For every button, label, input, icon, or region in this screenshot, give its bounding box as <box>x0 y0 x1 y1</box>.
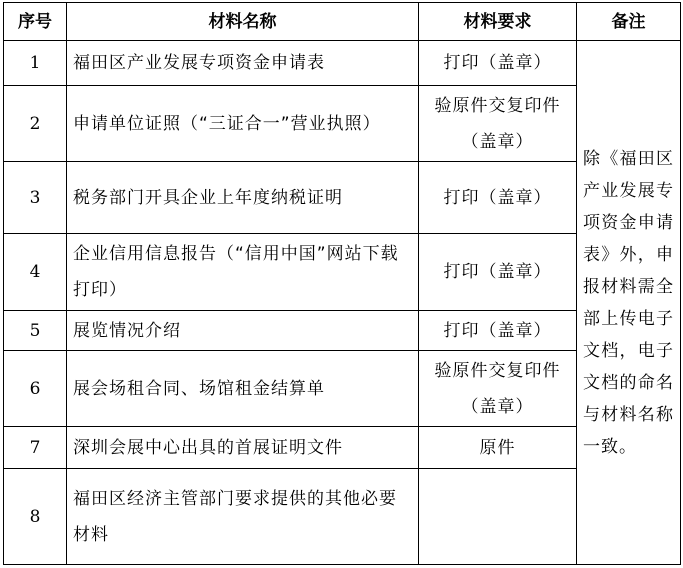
header-no: 序号 <box>4 3 67 41</box>
row-requirement <box>419 469 577 565</box>
row-no: 2 <box>4 86 67 162</box>
row-requirement: 原件 <box>419 427 577 469</box>
row-no: 1 <box>4 41 67 86</box>
header-name: 材料名称 <box>67 3 419 41</box>
row-no: 5 <box>4 311 67 351</box>
header-remark: 备注 <box>577 3 681 41</box>
header-row <box>4 3 681 41</box>
row-no: 7 <box>4 427 67 469</box>
materials-table <box>3 2 681 565</box>
row-name: 深圳会展中心出具的首展证明文件 <box>67 427 419 469</box>
row-requirement: 验原件交复印件（盖章） <box>419 86 577 162</box>
row-requirement: 验原件交复印件（盖章） <box>419 351 577 427</box>
remark-cell: 除《福田区产业发展专项资金申请表》外，申报材料需全部上传电子文档，电子文档的命名与材料名称一致。 <box>577 41 681 565</box>
row-name: 税务部门开具企业上年度纳税证明 <box>67 162 419 234</box>
row-name: 福田区经济主管部门要求提供的其他必要材料 <box>67 469 419 565</box>
row-requirement: 打印（盖章） <box>419 41 577 86</box>
header-requirement: 材料要求 <box>419 3 577 41</box>
row-no: 8 <box>4 469 67 565</box>
row-name: 展会场租合同、场馆租金结算单 <box>67 351 419 427</box>
row-name: 申请单位证照（“三证合一”营业执照） <box>67 86 419 162</box>
row-requirement: 打印（盖章） <box>419 234 577 311</box>
table-row <box>4 41 681 86</box>
row-name: 企业信用信息报告（“信用中国”网站下载打印） <box>67 234 419 311</box>
row-name: 展览情况介绍 <box>67 311 419 351</box>
row-no: 3 <box>4 162 67 234</box>
row-name: 福田区产业发展专项资金申请表 <box>67 41 419 86</box>
row-requirement: 打印（盖章） <box>419 311 577 351</box>
row-no: 6 <box>4 351 67 427</box>
row-no: 4 <box>4 234 67 311</box>
row-requirement: 打印（盖章） <box>419 162 577 234</box>
